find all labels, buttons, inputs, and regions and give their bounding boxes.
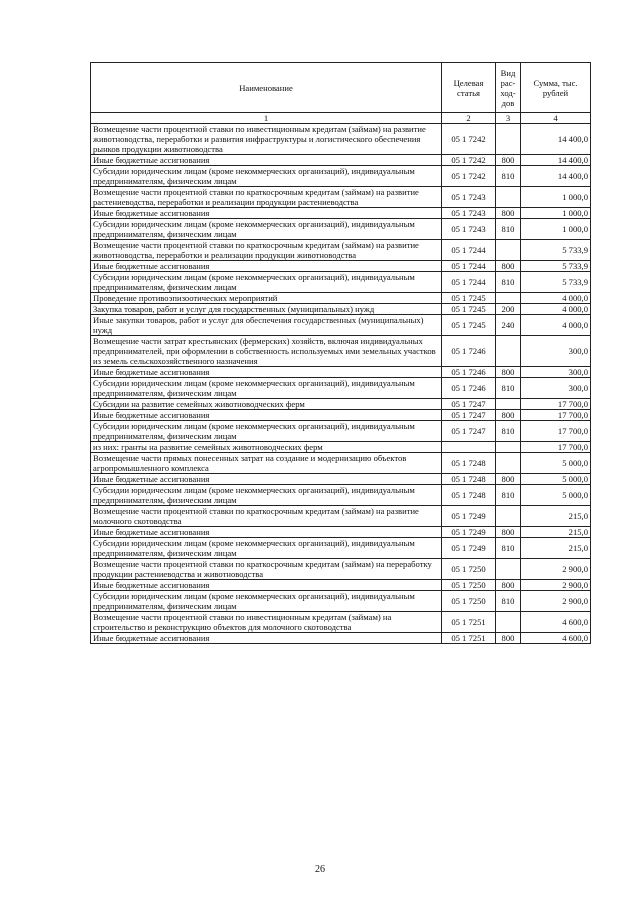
- row-name: Возмещение части процентной ставки по краткосрочным кредитам (займам) на переработку продукции растениеводства и животноводства: [91, 559, 442, 580]
- table-row: [91, 219, 591, 240]
- row-sum: 14 400,0: [521, 155, 591, 166]
- row-expense-type: [496, 187, 521, 208]
- row-name: Иные закупки товаров, работ и услуг для обеспечения государственных (муниципальных) нужд: [91, 315, 442, 336]
- row-name: Субсидии юридическим лицам (кроме некоммерческих организаций), индивидуальным предпринимателям, физическим лицам: [91, 166, 442, 187]
- column-numbering-row: [91, 113, 591, 124]
- row-name: Иные бюджетные ассигнования: [91, 261, 442, 272]
- row-sum: 5 733,9: [521, 272, 591, 293]
- row-name: Иные бюджетные ассигнования: [91, 474, 442, 485]
- row-expense-type: [496, 612, 521, 633]
- row-sum: 17 700,0: [521, 399, 591, 410]
- row-expense-type: 800: [496, 580, 521, 591]
- row-target-article: 05 1 7244: [442, 272, 496, 293]
- row-target-article: 05 1 7250: [442, 580, 496, 591]
- row-sum: 5 000,0: [521, 474, 591, 485]
- row-expense-type: 810: [496, 538, 521, 559]
- row-sum: 1 000,0: [521, 208, 591, 219]
- row-name: Возмещение части затрат крестьянских (фермерских) хозяйств, включая индивидуальных предпринимателей, при оформлении в собственность используемых ими земельных участков из земель сельскохозяйственного назначения: [91, 336, 442, 367]
- table-row: [91, 580, 591, 591]
- row-name: Возмещение части процентной ставки по инвестиционным кредитам (займам) на строительство и реконструкцию объектов для молочного скотоводства: [91, 612, 442, 633]
- row-sum: 215,0: [521, 527, 591, 538]
- row-expense-type: 800: [496, 410, 521, 421]
- table-row: [91, 378, 591, 399]
- table-row: [91, 538, 591, 559]
- column-number-4: 4: [521, 113, 591, 124]
- row-target-article: 05 1 7250: [442, 559, 496, 580]
- table-row: [91, 591, 591, 612]
- row-target-article: 05 1 7249: [442, 506, 496, 527]
- row-name: Возмещение части процентной ставки по краткосрочным кредитам (займам) на развитие молочного скотоводства: [91, 506, 442, 527]
- row-expense-type: 800: [496, 155, 521, 166]
- table-row: [91, 527, 591, 538]
- row-name: Субсидии юридическим лицам (кроме некоммерческих организаций), индивидуальным предпринимателям, физическим лицам: [91, 272, 442, 293]
- row-name: Проведение противоэпизоотических мероприятий: [91, 293, 442, 304]
- page-number: 26: [315, 864, 325, 875]
- row-target-article: [442, 442, 496, 453]
- table-row: [91, 336, 591, 367]
- row-target-article: 05 1 7249: [442, 538, 496, 559]
- row-target-article: 05 1 7244: [442, 240, 496, 261]
- table-row: [91, 399, 591, 410]
- row-sum: 4 000,0: [521, 304, 591, 315]
- table-row: [91, 367, 591, 378]
- table-row: [91, 453, 591, 474]
- table-row: [91, 485, 591, 506]
- row-target-article: 05 1 7246: [442, 367, 496, 378]
- row-target-article: 05 1 7246: [442, 336, 496, 367]
- row-expense-type: 800: [496, 527, 521, 538]
- row-sum: 2 900,0: [521, 591, 591, 612]
- row-sum: 215,0: [521, 506, 591, 527]
- row-sum: 1 000,0: [521, 219, 591, 240]
- row-target-article: 05 1 7242: [442, 166, 496, 187]
- table-row: [91, 155, 591, 166]
- row-target-article: 05 1 7248: [442, 453, 496, 474]
- row-sum: 1 000,0: [521, 187, 591, 208]
- row-expense-type: [496, 453, 521, 474]
- row-sum: 5 733,9: [521, 240, 591, 261]
- row-expense-type: 810: [496, 485, 521, 506]
- row-name: Возмещение части прямых понесенных затрат на создание и модернизацию объектов агропромышленного комплекса: [91, 453, 442, 474]
- header-name: Наименование: [91, 63, 442, 113]
- row-name: Субсидии юридическим лицам (кроме некоммерческих организаций), индивидуальным предпринимателям, физическим лицам: [91, 591, 442, 612]
- row-target-article: 05 1 7247: [442, 399, 496, 410]
- row-sum: 5 000,0: [521, 485, 591, 506]
- row-name: Иные бюджетные ассигнования: [91, 410, 442, 421]
- row-expense-type: 800: [496, 367, 521, 378]
- row-target-article: 05 1 7243: [442, 187, 496, 208]
- row-name: Иные бюджетные ассигнования: [91, 633, 442, 644]
- row-target-article: 05 1 7247: [442, 410, 496, 421]
- row-sum: 4 000,0: [521, 315, 591, 336]
- row-name: Субсидии юридическим лицам (кроме некоммерческих организаций), индивидуальным предпринимателям, физическим лицам: [91, 378, 442, 399]
- row-expense-type: [496, 336, 521, 367]
- column-number-1: 1: [91, 113, 442, 124]
- row-name: Субсидии юридическим лицам (кроме некоммерческих организаций), индивидуальным предпринимателям, физическим лицам: [91, 538, 442, 559]
- row-target-article: 05 1 7250: [442, 591, 496, 612]
- table-row: [91, 474, 591, 485]
- row-expense-type: 810: [496, 591, 521, 612]
- column-number-3: 3: [496, 113, 521, 124]
- table-row: [91, 240, 591, 261]
- row-target-article: 05 1 7244: [442, 261, 496, 272]
- row-target-article: 05 1 7242: [442, 155, 496, 166]
- row-expense-type: [496, 293, 521, 304]
- table-body: [91, 124, 591, 644]
- row-sum: 4 600,0: [521, 612, 591, 633]
- row-target-article: 05 1 7247: [442, 421, 496, 442]
- row-target-article: 05 1 7248: [442, 474, 496, 485]
- row-target-article: 05 1 7243: [442, 208, 496, 219]
- row-expense-type: 810: [496, 421, 521, 442]
- row-expense-type: [496, 559, 521, 580]
- row-sum: 17 700,0: [521, 410, 591, 421]
- row-name: Иные бюджетные ассигнования: [91, 208, 442, 219]
- row-sum: 17 700,0: [521, 421, 591, 442]
- header-sum: Сумма, тыс. рублей: [521, 63, 591, 113]
- header-type: Вид рас-ход-дов: [496, 63, 521, 113]
- row-name: из них: гранты на развитие семейных животноводческих ферм: [91, 442, 442, 453]
- column-number-2: 2: [442, 113, 496, 124]
- row-expense-type: [496, 124, 521, 155]
- table-row: [91, 633, 591, 644]
- table-row: [91, 559, 591, 580]
- row-sum: 4 600,0: [521, 633, 591, 644]
- row-expense-type: [496, 240, 521, 261]
- row-name: Возмещение части процентной ставки по краткосрочным кредитам (займам) на развитие растениеводства, переработки и реализации продукции растениеводства: [91, 187, 442, 208]
- table-header: [91, 63, 591, 124]
- row-target-article: 05 1 7246: [442, 378, 496, 399]
- row-name: Субсидии юридическим лицам (кроме некоммерческих организаций), индивидуальным предпринимателям, физическим лицам: [91, 421, 442, 442]
- row-expense-type: [496, 442, 521, 453]
- row-target-article: 05 1 7243: [442, 219, 496, 240]
- row-name: Возмещение части процентной ставки по инвестиционным кредитам (займам) на развитие животноводства, переработки и развития инфраструктуры и логистического обеспечения рынков продукции животноводства: [91, 124, 442, 155]
- row-expense-type: [496, 506, 521, 527]
- table-row: [91, 612, 591, 633]
- table-row: [91, 261, 591, 272]
- table-row: [91, 187, 591, 208]
- budget-table: [90, 62, 591, 644]
- row-sum: 5 733,9: [521, 261, 591, 272]
- row-expense-type: 800: [496, 633, 521, 644]
- row-target-article: 05 1 7245: [442, 315, 496, 336]
- row-sum: 4 000,0: [521, 293, 591, 304]
- row-target-article: 05 1 7251: [442, 612, 496, 633]
- row-name: Иные бюджетные ассигнования: [91, 367, 442, 378]
- row-sum: 300,0: [521, 336, 591, 367]
- row-expense-type: 810: [496, 378, 521, 399]
- row-target-article: 05 1 7245: [442, 304, 496, 315]
- row-sum: 2 900,0: [521, 580, 591, 591]
- table-row: [91, 208, 591, 219]
- row-sum: 14 400,0: [521, 124, 591, 155]
- row-expense-type: 810: [496, 166, 521, 187]
- row-name: Возмещение части процентной ставки по краткосрочным кредитам (займам) на развитие животноводства, переработки и реализации продукции животноводства: [91, 240, 442, 261]
- table-row: [91, 410, 591, 421]
- header-target: Целевая статья: [442, 63, 496, 113]
- row-expense-type: 810: [496, 219, 521, 240]
- row-target-article: 05 1 7249: [442, 527, 496, 538]
- row-sum: 300,0: [521, 378, 591, 399]
- row-name: Субсидии юридическим лицам (кроме некоммерческих организаций), индивидуальным предпринимателям, физическим лицам: [91, 219, 442, 240]
- row-name: Иные бюджетные ассигнования: [91, 527, 442, 538]
- row-expense-type: 200: [496, 304, 521, 315]
- row-name: Субсидии юридическим лицам (кроме некоммерческих организаций), индивидуальным предпринимателям, физическим лицам: [91, 485, 442, 506]
- row-expense-type: 240: [496, 315, 521, 336]
- row-sum: 5 000,0: [521, 453, 591, 474]
- row-target-article: 05 1 7248: [442, 485, 496, 506]
- row-expense-type: [496, 399, 521, 410]
- table-row: [91, 304, 591, 315]
- row-name: Иные бюджетные ассигнования: [91, 580, 442, 591]
- row-expense-type: 800: [496, 208, 521, 219]
- row-name: Закупка товаров, работ и услуг для государственных (муниципальных) нужд: [91, 304, 442, 315]
- table-row: [91, 506, 591, 527]
- table-row: [91, 293, 591, 304]
- row-expense-type: 800: [496, 261, 521, 272]
- table-row: [91, 421, 591, 442]
- row-name: Субсидии на развитие семейных животноводческих ферм: [91, 399, 442, 410]
- row-sum: 215,0: [521, 538, 591, 559]
- row-name: Иные бюджетные ассигнования: [91, 155, 442, 166]
- row-sum: 14 400,0: [521, 166, 591, 187]
- table-row: [91, 272, 591, 293]
- table-row: [91, 315, 591, 336]
- row-expense-type: 800: [496, 474, 521, 485]
- row-target-article: 05 1 7251: [442, 633, 496, 644]
- row-target-article: 05 1 7245: [442, 293, 496, 304]
- table-row: [91, 124, 591, 155]
- table-row: [91, 442, 591, 453]
- row-sum: 300,0: [521, 367, 591, 378]
- row-sum: 2 900,0: [521, 559, 591, 580]
- row-expense-type: 810: [496, 272, 521, 293]
- row-sum: 17 700,0: [521, 442, 591, 453]
- table-row: [91, 166, 591, 187]
- row-target-article: 05 1 7242: [442, 124, 496, 155]
